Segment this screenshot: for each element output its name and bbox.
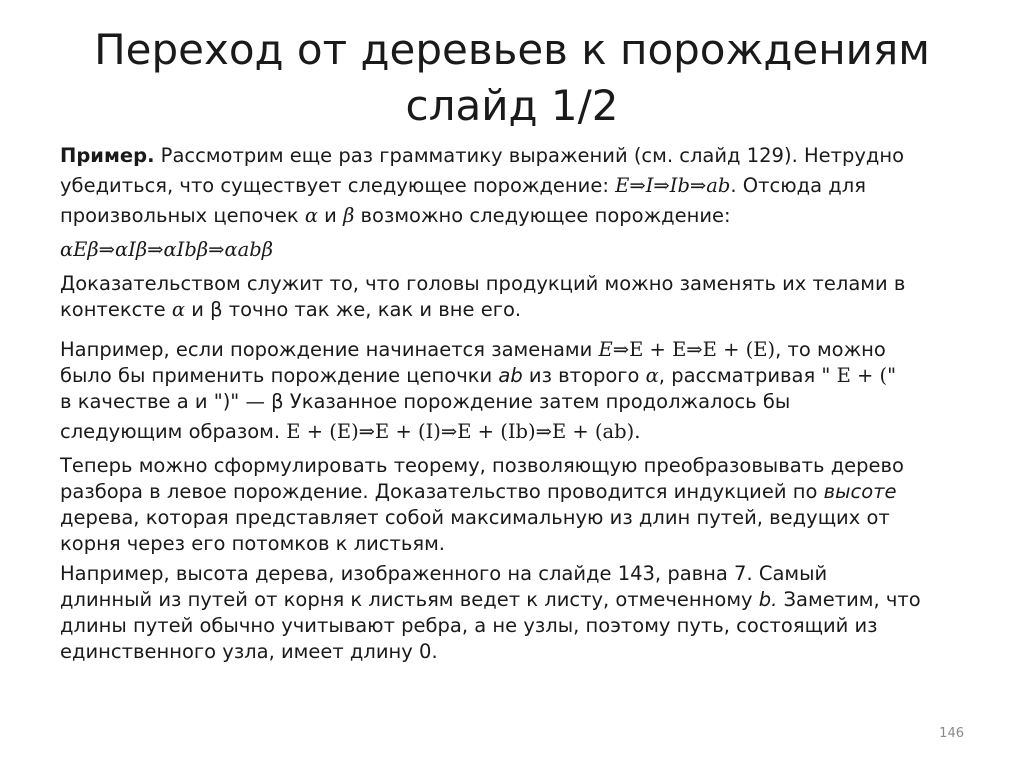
text-fragment: длинный из путей от корня к листьям ведет к листу, отмеченному [60, 588, 759, 611]
italic-fragment: b. [758, 588, 778, 611]
alpha-symbol: α [171, 298, 186, 321]
text-line: корня через его потомков к листьям. [60, 532, 446, 555]
beta-symbol: β [343, 204, 355, 227]
derivation-formula: E⇒I⇒Ib⇒ab [615, 174, 731, 197]
text-fragment: Например, если порождение начинается заменами [60, 338, 599, 361]
title-line-1: Переход от деревьев к порождениям [94, 25, 930, 74]
text-fragment: и β точно так же, как и вне его. [185, 298, 522, 321]
text-fragment: из второго [522, 364, 646, 387]
text-fragment: разбора в левое порождение. Доказательство проводится индукцией по [60, 480, 824, 503]
alpha-symbol: α [304, 204, 318, 227]
slide-body [60, 143, 960, 669]
text-line: в качестве a и ")" — β Указанное порождение затем продолжалось бы [60, 390, 791, 413]
text-fragment: " [887, 364, 897, 387]
paragraph-derivation [60, 233, 960, 267]
page-number: 146 [939, 726, 964, 741]
slide-title [60, 22, 964, 134]
math-fragment: ⇒E + E⇒E + (E) [612, 338, 776, 361]
text-fragment: , то можно [775, 338, 886, 361]
text-fragment: Рассмотрим еще раз грамматику выражений (см. слайд 129). Нетрудно [154, 144, 905, 167]
paragraph-substitution [60, 337, 960, 449]
text-line: дерева, которая представляет собой максимальную из длин путей, ведущих от [60, 506, 890, 529]
title-line-2: слайд 1/2 [405, 81, 619, 130]
text-fragment: убедиться, что существует следующее порождение: [60, 174, 616, 197]
paragraph-height-example [60, 561, 960, 665]
text-line: Теперь можно сформулировать теорему, позволяющую преобразовывать дерево [60, 454, 904, 477]
text-fragment: . Отсюда для [730, 174, 866, 197]
text-fragment: произвольных цепочек [60, 204, 305, 227]
paragraph-proof [60, 271, 960, 323]
alpha-symbol: α [645, 364, 659, 387]
text-fragment: и [317, 204, 344, 227]
text-fragment: , рассматривая " [658, 364, 837, 387]
text-line: длины путей обычно учитывают ребра, а не узлы, поэтому путь, состоящий из [60, 614, 878, 637]
paragraph-theorem [60, 453, 960, 557]
text-line: Например, высота дерева, изображенного на слайде 143, равна 7. Самый [60, 562, 828, 585]
math-fragment: E + ( [836, 364, 888, 387]
math-fragment: E [598, 338, 613, 361]
continued-derivation-formula: E + (E)⇒E + (I)⇒E + (Ib)⇒E + (ab). [286, 420, 641, 443]
example-label: Пример. [60, 144, 155, 167]
context-derivation-formula: αEβ⇒αIβ⇒αIbβ⇒αabβ [60, 238, 274, 261]
text-fragment: было бы применить порождение цепочки [60, 364, 499, 387]
text-fragment: возможно следующее порождение: [354, 204, 731, 227]
text-fragment: Заметим, что [777, 588, 921, 611]
text-line: единственного узла, имеет длину 0. [60, 640, 438, 663]
text-fragment: контексте [60, 298, 172, 321]
text-line: Доказательством служит то, что головы продукций можно заменять их телами в [60, 272, 906, 295]
text-fragment: следующим образом. [60, 420, 287, 443]
italic-fragment: ab [498, 364, 523, 387]
italic-fragment: высоте [823, 480, 897, 503]
paragraph-example [60, 143, 960, 229]
